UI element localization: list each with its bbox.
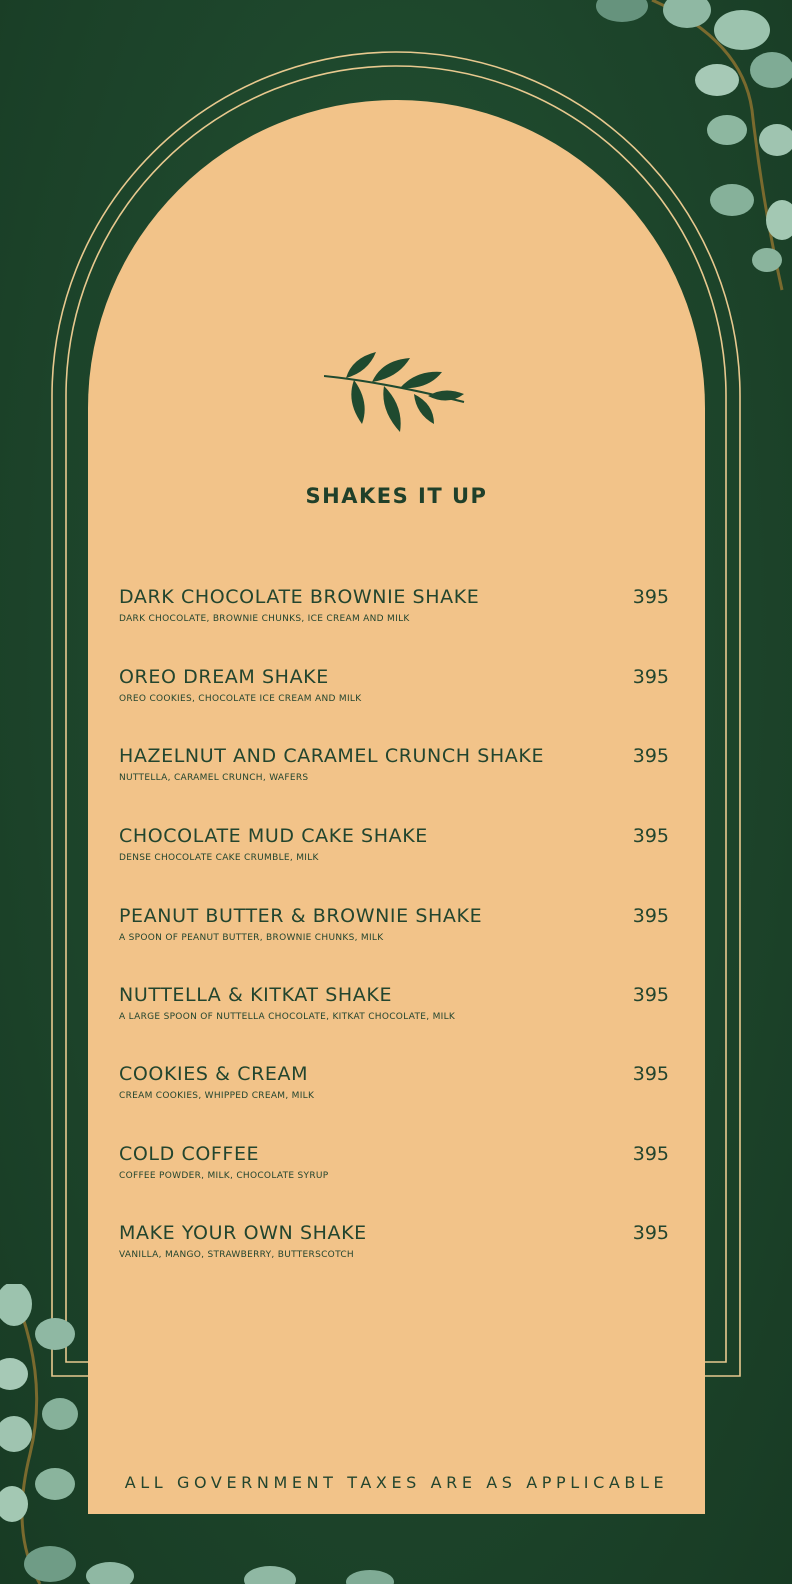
item-description: COFFEE POWDER, MILK, CHOCOLATE SYRUP: [119, 1171, 329, 1181]
item-description: VANILLA, MANGO, STRAWBERRY, BUTTERSCOTCH: [119, 1250, 354, 1260]
item-price: 395: [632, 905, 669, 927]
menu-item: [119, 825, 669, 873]
item-description: NUTTELLA, CARAMEL CRUNCH, WAFERS: [119, 773, 309, 783]
item-description: DENSE CHOCOLATE CAKE CRUMBLE, MILK: [119, 853, 319, 863]
item-name: HAZELNUT AND CARAMEL CRUNCH SHAKE: [119, 745, 545, 767]
item-name: NUTTELLA & KITKAT SHAKE: [119, 984, 393, 1006]
menu-item: [119, 905, 669, 953]
tax-note: ALL GOVERNMENT TAXES ARE AS APPLICABLE: [124, 1473, 669, 1492]
item-name: MAKE YOUR OWN SHAKE: [119, 1222, 367, 1244]
item-description: CREAM COOKIES, WHIPPED CREAM, MILK: [119, 1091, 315, 1101]
item-name: DARK CHOCOLATE BROWNIE SHAKE: [119, 586, 480, 608]
menu-item: [119, 745, 669, 793]
menu-item: [119, 586, 669, 634]
item-description: A SPOON OF PEANUT BUTTER, BROWNIE CHUNKS, MILK: [119, 933, 384, 943]
eucalyptus-branch-icon: [220, 1544, 420, 1584]
menu-item: [119, 1063, 669, 1111]
item-price: 395: [632, 666, 669, 688]
menu-item: [119, 1143, 669, 1191]
menu-title: SHAKES IT UP: [305, 484, 488, 508]
menu-item: [119, 1222, 669, 1270]
item-name: OREO DREAM SHAKE: [119, 666, 329, 688]
item-description: A LARGE SPOON OF NUTTELLA CHOCOLATE, KITKAT CHOCOLATE, MILK: [119, 1012, 456, 1022]
item-name: COOKIES & CREAM: [119, 1063, 309, 1085]
item-name: PEANUT BUTTER & BROWNIE SHAKE: [119, 905, 483, 927]
item-price: 395: [632, 1143, 669, 1165]
leaf-sprig-icon: [324, 352, 470, 438]
menu-item: [119, 666, 669, 714]
menu-panel: [88, 100, 705, 1514]
item-description: OREO COOKIES, CHOCOLATE ICE CREAM AND MILK: [119, 694, 362, 704]
item-price: 395: [632, 984, 669, 1006]
item-price: 395: [632, 586, 669, 608]
menu-item: [119, 984, 669, 1032]
item-price: 395: [632, 745, 669, 767]
item-name: COLD COFFEE: [119, 1143, 260, 1165]
item-description: DARK CHOCOLATE, BROWNIE CHUNKS, ICE CREAM AND MILK: [119, 614, 410, 624]
item-price: 395: [632, 1222, 669, 1244]
item-price: 395: [632, 825, 669, 847]
item-price: 395: [632, 1063, 669, 1085]
item-name: CHOCOLATE MUD CAKE SHAKE: [119, 825, 428, 847]
